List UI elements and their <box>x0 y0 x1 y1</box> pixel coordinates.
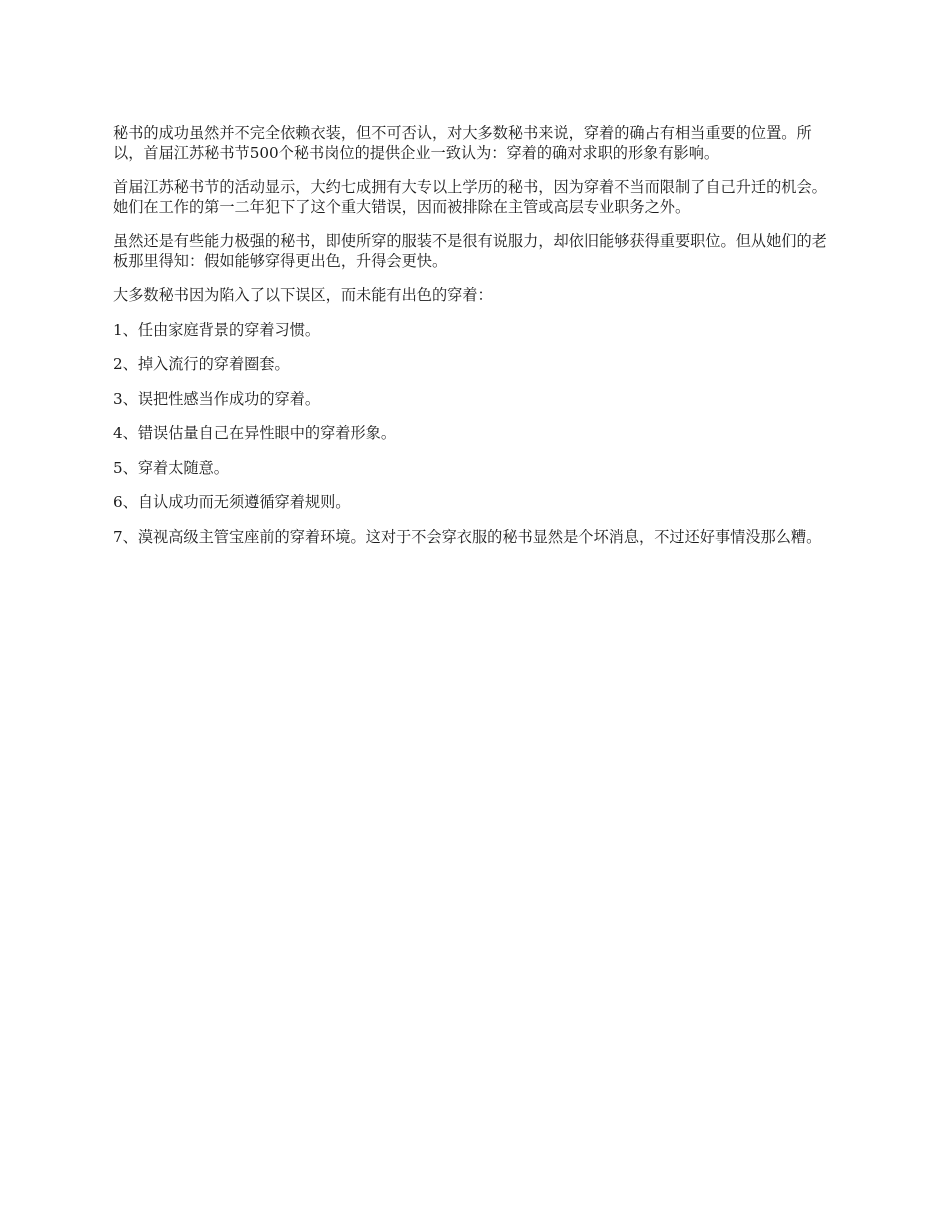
list-item: 4、错误估量自己在异性眼中的穿着形象。 <box>113 424 397 442</box>
paragraph: 大多数秘书因为陷入了以下误区，而未能有出色的穿着： <box>113 286 493 304</box>
paragraph: 首届江苏秘书节的活动显示，大约七成拥有大专以上学历的秘书，因为穿着不当而限制了自己升迁的机会。她们在工作的第一二年犯下了这个重大错误，因而被排除在主管或高层专业职务之外。 <box>113 178 827 216</box>
list-item: 6、自认成功而无须遵循穿着规则。 <box>113 493 351 511</box>
list-item: 5、穿着太随意。 <box>113 458 229 477</box>
list-item: 1、任由家庭背景的穿着习惯。 <box>113 320 321 339</box>
document-body <box>113 124 838 562</box>
list-item: 7、漠视高级主管宝座前的穿着环境。这对于不会穿衣服的秘书显然是个坏消息，不过还好事情没那么糟。 <box>113 527 822 546</box>
list-item: 2、掉入流行的穿着圈套。 <box>113 355 290 373</box>
paragraph: 虽然还是有些能力极强的秘书，即使所穿的服装不是很有说服力，却依旧能够获得重要职位。但从她们的老板那里得知：假如能够穿得更出色，升得会更快。 <box>113 232 827 270</box>
paragraph: 秘书的成功虽然并不完全依赖衣装，但不可否认，对大多数秘书来说，穿着的确占有相当重要的位置。所以，首届江苏秘书节500个秘书岗位的提供企业一致认为：穿着的确对求职的形象有影响。 <box>113 124 812 162</box>
list-item: 3、误把性感当作成功的穿着。 <box>113 389 321 408</box>
